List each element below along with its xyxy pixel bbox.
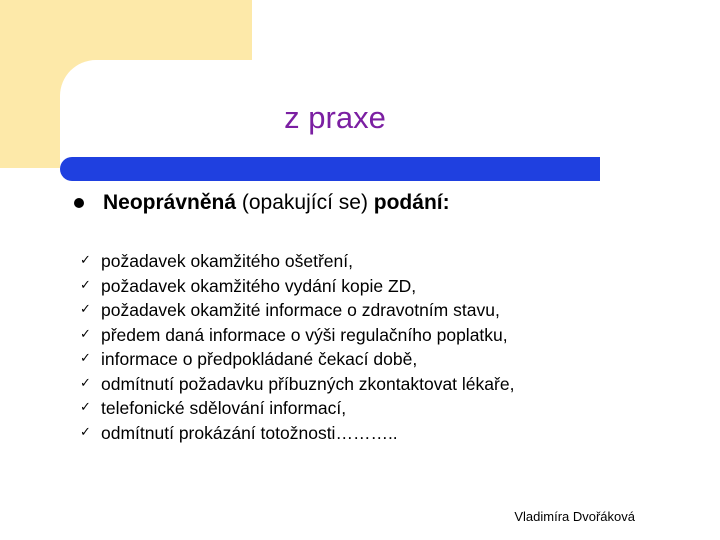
list-item-text: odmítnutí prokázání totožnosti……….. — [101, 422, 398, 443]
list-item-text: odmítnutí požadavku příbuzných zkontaktovat lékaře, — [101, 373, 515, 394]
title-rule-bar — [60, 157, 600, 181]
author-name: Vladimíra Dvořáková — [514, 509, 635, 524]
check-icon: ✓ — [80, 253, 91, 268]
list-item-text: požadavek okamžité informace o zdravotním stavu, — [101, 300, 500, 320]
list-item-text: telefonické sdělování informací, — [101, 398, 347, 418]
check-icon: ✓ — [80, 351, 91, 366]
main-bullet-bold-1: Neoprávněná — [103, 191, 237, 214]
list-item-text: požadavek okamžitého vydání kopie ZD, — [101, 275, 417, 296]
main-bullet-text — [103, 190, 450, 216]
check-icon: ✓ — [80, 302, 91, 317]
check-icon: ✓ — [80, 424, 91, 440]
check-icon: ✓ — [80, 400, 91, 415]
check-icon: ✓ — [80, 326, 91, 342]
list-item-text: požadavek okamžitého ošetření, — [101, 251, 353, 271]
check-icon: ✓ — [80, 375, 91, 391]
check-icon: ✓ — [80, 277, 91, 293]
main-bullet-bold-2: podání: — [373, 191, 450, 214]
list-item-text: informace o předpokládané čekací době, — [101, 349, 418, 369]
bullet-dot-icon — [74, 198, 84, 208]
main-bullet-plain: (opakující se) — [236, 191, 374, 214]
list-item-text: předem daná informace o výši regulačního poplatku, — [101, 324, 508, 345]
slide-title: z praxe — [284, 100, 386, 135]
